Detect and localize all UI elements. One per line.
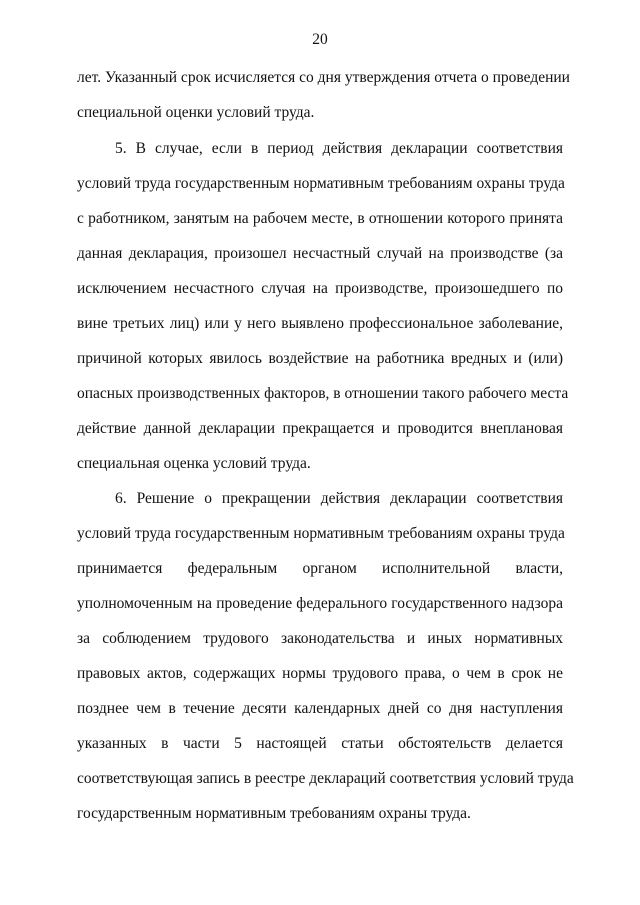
paragraph-3-line-10: государственным нормативным требованиям охраны труда.	[77, 805, 471, 822]
paragraph-3-line-7: позднее чем в течение десяти календарных дней со дня наступления	[77, 700, 563, 717]
paragraph-2-line-2: условий труда государственным нормативным требованиям охраны труда	[77, 175, 565, 192]
page-number: 20	[312, 31, 328, 48]
paragraph-2-line-8: опасных производственных факторов, в отношении такого рабочего места	[77, 385, 569, 402]
paragraph-3-line-4: уполномоченным на проведение федерального государственного надзора	[77, 595, 563, 612]
paragraph-2-line-6: вине третьих лиц) или у него выявлено профессиональное заболевание,	[77, 315, 563, 332]
paragraph-3-line-1: 6. Решение о прекращении действия декларации соответствия	[115, 490, 563, 507]
paragraph-2-line-7: причиной которых явилось воздействие на работника вредных и (или)	[77, 350, 563, 367]
paragraph-3-line-9: соответствующая запись в реестре деклараций соответствия условий труда	[77, 770, 574, 787]
paragraph-2-line-3: с работником, занятым на рабочем месте, в отношении которого принята	[77, 210, 563, 227]
paragraph-2-line-4: данная декларация, произошел несчастный случай на производстве (за	[77, 245, 563, 262]
paragraph-2-line-10: специальная оценка условий труда.	[77, 455, 311, 472]
paragraph-3-line-6: правовых актов, содержащих нормы трудового права, о чем в срок не	[77, 665, 563, 682]
paragraph-3-line-2: условий труда государственным нормативным требованиям охраны труда	[77, 525, 565, 542]
paragraph-2-line-5: исключением несчастного случая на производстве, произошедшего по	[77, 280, 563, 297]
paragraph-3-line-3: принимается федеральным органом исполнительной власти,	[77, 560, 563, 577]
paragraph-1-line-2: специальной оценки условий труда.	[77, 104, 315, 121]
paragraph-3-line-5: за соблюдением трудового законодательства и иных нормативных	[77, 630, 563, 647]
paragraph-2-line-9: действие данной декларации прекращается и проводится внеплановая	[77, 420, 563, 437]
paragraph-2-line-1: 5. В случае, если в период действия декларации соответствия	[115, 140, 563, 157]
paragraph-1-line-1: лет. Указанный срок исчисляется со дня утверждения отчета о проведении	[77, 69, 570, 86]
paragraph-3-line-8: указанных в части 5 настоящей статьи обстоятельств делается	[77, 735, 563, 752]
